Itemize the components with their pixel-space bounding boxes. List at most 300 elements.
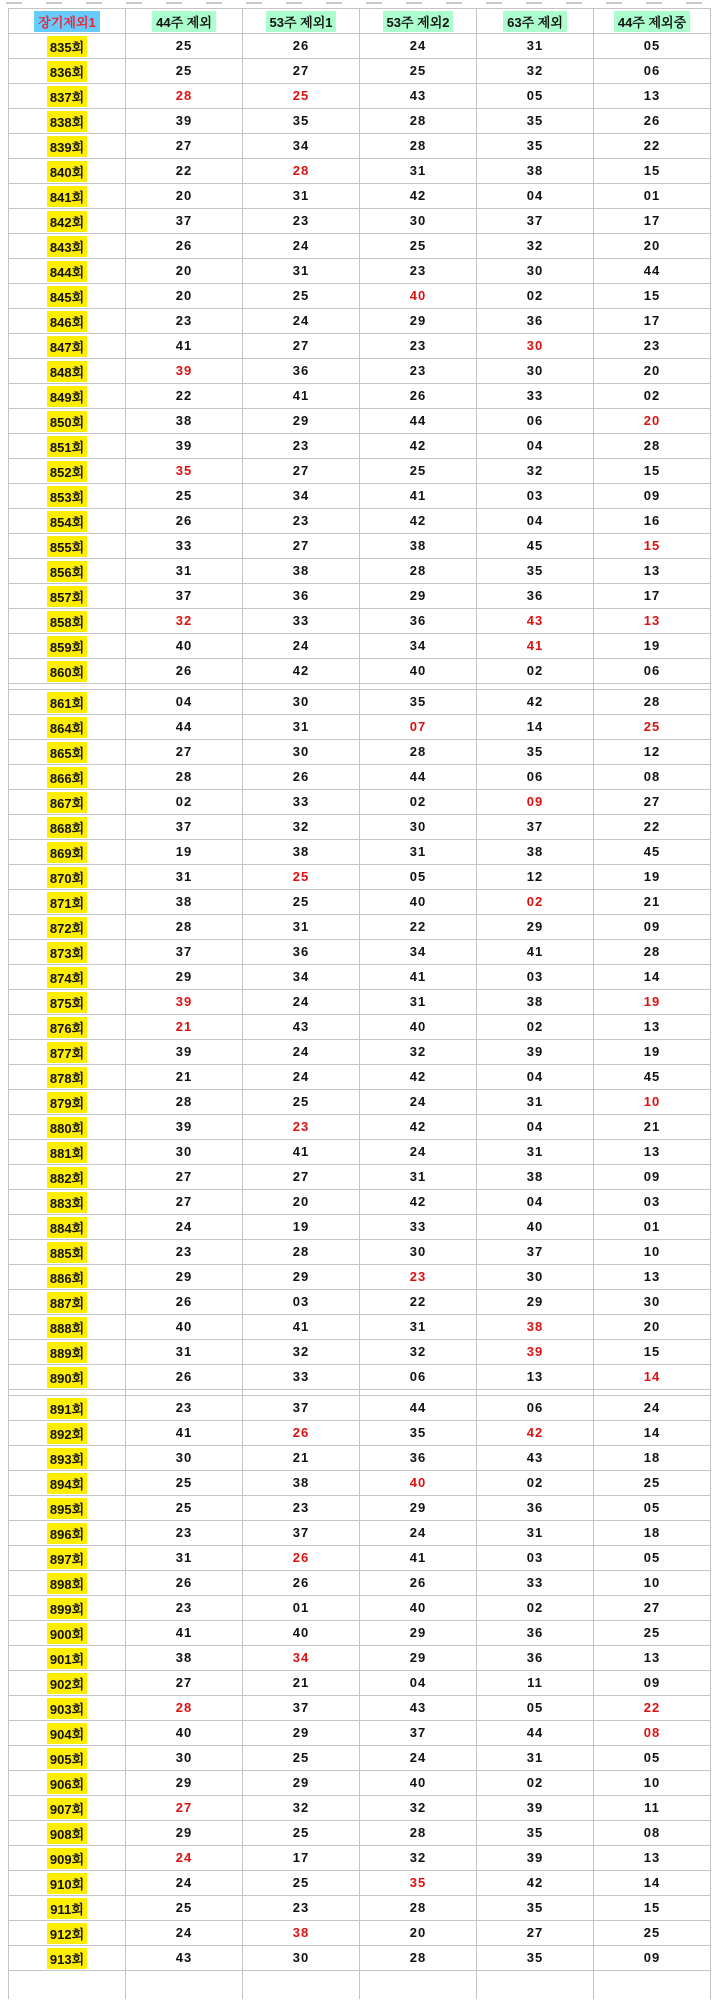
excluded-number: 40 [175,1725,193,1740]
excluded-number: 21 [643,894,661,909]
value-cell [360,865,477,890]
excluded-number: 31 [292,919,310,934]
excluded-number: 41 [292,1319,310,1334]
value-cell [243,1015,360,1040]
value-cell [360,1340,477,1365]
value-cell [360,209,477,234]
round-label-cell [9,1265,126,1290]
value-cell [243,1471,360,1496]
value-cell [594,584,711,609]
excluded-number: 26 [175,1369,193,1384]
excluded-number: 21 [643,1119,661,1134]
value-cell [477,1265,594,1290]
round-label: 905회 [47,1748,87,1769]
value-cell [594,1571,711,1596]
column-header-53wk-exclusion2: 53주 제외2 [383,11,454,32]
excluded-number: 36 [526,313,544,328]
value-cell [477,890,594,915]
value-cell [126,1340,243,1365]
value-cell [126,134,243,159]
excluded-number: 05 [526,88,544,103]
excluded-number: 31 [409,1319,427,1334]
table-row [9,1340,711,1365]
round-label: 909회 [47,1848,87,1869]
value-cell [126,1115,243,1140]
value-cell [243,1521,360,1546]
excluded-number: 24 [643,1400,661,1415]
round-label: 881회 [47,1142,87,1163]
value-cell [126,1140,243,1165]
round-label: 859회 [47,636,87,657]
value-cell [243,1546,360,1571]
cropped-row-remnant [6,2,710,4]
excluded-number: 41 [292,1144,310,1159]
excluded-number: 39 [526,1850,544,1865]
value-cell [126,815,243,840]
table-row [9,359,711,384]
excluded-number-highlighted: 24 [175,1850,193,1865]
value-cell [477,1521,594,1546]
excluded-number: 20 [643,238,661,253]
excluded-number: 02 [526,1775,544,1790]
excluded-number: 27 [292,1169,310,1184]
value-cell [477,584,594,609]
excluded-number: 24 [175,1925,193,1940]
excluded-number: 23 [175,313,193,328]
table-row [9,840,711,865]
excluded-number: 02 [526,1475,544,1490]
empty-cell [360,1971,477,2000]
value-cell [126,84,243,109]
round-label: 853회 [47,486,87,507]
excluded-number: 44 [409,413,427,428]
value-cell [126,584,243,609]
excluded-number: 36 [292,363,310,378]
excluded-number: 14 [526,719,544,734]
excluded-number: 25 [643,1625,661,1640]
excluded-number: 25 [175,1475,193,1490]
excluded-number: 33 [175,538,193,553]
excluded-number: 26 [409,1575,427,1590]
round-label-cell [9,1746,126,1771]
excluded-number: 28 [409,138,427,153]
table-row [9,34,711,59]
round-label: 904회 [47,1723,87,1744]
excluded-number: 28 [409,744,427,759]
table-row [9,509,711,534]
excluded-number: 31 [175,1550,193,1565]
value-cell [477,915,594,940]
value-cell [477,609,594,634]
value-cell [126,509,243,534]
excluded-number: 20 [292,1194,310,1209]
value-cell [243,940,360,965]
excluded-number: 36 [526,1625,544,1640]
round-label: 868회 [47,817,87,838]
table-row [9,659,711,684]
value-cell [243,259,360,284]
table-row [9,1546,711,1571]
round-label: 844회 [47,261,87,282]
value-cell [477,815,594,840]
excluded-number-highlighted: 30 [526,338,544,353]
value-cell [594,534,711,559]
value-cell [243,1921,360,1946]
value-cell [243,634,360,659]
round-label: 882회 [47,1167,87,1188]
round-label: 852회 [47,461,87,482]
excluded-number: 02 [175,794,193,809]
excluded-number: 29 [526,1294,544,1309]
round-label-cell [9,59,126,84]
value-cell [360,84,477,109]
excluded-number: 35 [526,744,544,759]
value-cell [243,815,360,840]
value-cell [594,1190,711,1215]
round-label-cell [9,715,126,740]
excluded-number: 43 [175,1950,193,1965]
excluded-number: 25 [175,488,193,503]
value-cell [243,184,360,209]
excluded-number-highlighted: 22 [643,1700,661,1715]
table-row [9,815,711,840]
excluded-number: 22 [643,138,661,153]
excluded-number: 05 [643,1550,661,1565]
header-cell-5 [594,9,711,34]
excluded-number: 27 [175,1675,193,1690]
table-row [9,1015,711,1040]
excluded-number-highlighted: 35 [175,463,193,478]
excluded-number: 40 [175,638,193,653]
value-cell [360,1365,477,1390]
round-label: 903회 [47,1698,87,1719]
excluded-number: 23 [409,338,427,353]
value-cell [477,1446,594,1471]
table-row [9,1165,711,1190]
value-cell [594,1140,711,1165]
excluded-number: 45 [643,1069,661,1084]
excluded-number: 22 [175,163,193,178]
table-row [9,1040,711,1065]
excluded-number: 23 [292,438,310,453]
round-label: 839회 [47,136,87,157]
excluded-number: 27 [175,1194,193,1209]
value-cell [243,740,360,765]
excluded-number-highlighted: 42 [526,1425,544,1440]
table-row [9,915,711,940]
value-cell [243,234,360,259]
round-label-cell [9,1521,126,1546]
header-cell-1 [126,9,243,34]
excluded-number: 24 [409,38,427,53]
excluded-number: 05 [643,1750,661,1765]
value-cell [477,1215,594,1240]
value-cell [243,1771,360,1796]
excluded-number: 14 [643,1425,661,1440]
value-cell [360,409,477,434]
value-cell [477,1140,594,1165]
excluded-number-highlighted: 15 [643,538,661,553]
value-cell [360,434,477,459]
value-cell [594,865,711,890]
excluded-number: 20 [175,188,193,203]
round-label: 897회 [47,1548,87,1569]
value-cell [360,309,477,334]
excluded-number: 34 [409,638,427,653]
table-row [9,334,711,359]
value-cell [126,1496,243,1521]
round-label: 912회 [47,1923,87,1944]
value-cell [243,1746,360,1771]
round-label-cell [9,559,126,584]
excluded-number: 25 [175,1900,193,1915]
excluded-number: 27 [175,744,193,759]
value-cell [477,459,594,484]
excluded-number: 35 [526,138,544,153]
excluded-number: 27 [175,1169,193,1184]
excluded-number-highlighted: 26 [292,1550,310,1565]
excluded-number: 17 [292,1850,310,1865]
value-cell [243,384,360,409]
value-cell [594,1896,711,1921]
table-row [9,715,711,740]
round-label-cell [9,1921,126,1946]
value-cell [360,184,477,209]
value-cell [594,459,711,484]
value-cell [594,715,711,740]
table-row [9,765,711,790]
table-row [9,1115,711,1140]
value-cell [243,334,360,359]
value-cell [126,59,243,84]
value-cell [126,1315,243,1340]
value-cell [360,1871,477,1896]
round-label-cell [9,209,126,234]
value-cell [360,1115,477,1140]
value-cell [243,715,360,740]
excluded-number: 32 [292,1800,310,1815]
excluded-number: 02 [526,663,544,678]
table-row [9,1315,711,1340]
value-cell [594,1721,711,1746]
value-cell [360,940,477,965]
value-cell [243,509,360,534]
value-cell [360,1646,477,1671]
table-row [9,559,711,584]
value-cell [360,284,477,309]
round-label-cell [9,584,126,609]
excluded-number: 24 [292,313,310,328]
value-cell [243,309,360,334]
value-cell [360,1265,477,1290]
round-label-cell [9,434,126,459]
round-label-cell [9,1015,126,1040]
excluded-number: 40 [409,1019,427,1034]
excluded-number: 41 [526,944,544,959]
round-label: 858회 [47,611,87,632]
table-row [9,459,711,484]
round-label-cell [9,1671,126,1696]
excluded-number: 22 [409,1294,427,1309]
excluded-number: 29 [409,1625,427,1640]
round-label-cell [9,1290,126,1315]
value-cell [126,1065,243,1090]
empty-cell [126,1971,243,2000]
excluded-number: 28 [175,919,193,934]
table-row [9,1471,711,1496]
value-cell [360,59,477,84]
excluded-number: 44 [526,1725,544,1740]
table-row [9,940,711,965]
value-cell [243,990,360,1015]
value-cell [126,1896,243,1921]
table-row [9,634,711,659]
value-cell [243,690,360,715]
value-cell [477,1365,594,1390]
excluded-number: 13 [643,1269,661,1284]
round-label: 835회 [47,36,87,57]
table-row [9,1621,711,1646]
round-label-cell [9,1315,126,1340]
round-label-cell [9,384,126,409]
excluded-number: 38 [409,538,427,553]
value-cell [594,1821,711,1846]
excluded-number: 09 [643,1950,661,1965]
value-cell [126,1771,243,1796]
value-cell [477,659,594,684]
value-cell [594,509,711,534]
excluded-number: 29 [409,313,427,328]
excluded-number: 08 [643,1825,661,1840]
value-cell [243,1421,360,1446]
excluded-number: 41 [175,1625,193,1640]
round-label-cell [9,1340,126,1365]
excluded-number: 35 [409,694,427,709]
value-cell [594,740,711,765]
excluded-number: 05 [526,1700,544,1715]
value-cell [243,534,360,559]
excluded-number: 04 [526,1069,544,1084]
excluded-number: 27 [643,1600,661,1615]
excluded-number: 04 [409,1675,427,1690]
excluded-number: 31 [526,1094,544,1109]
excluded-number: 31 [409,1169,427,1184]
excluded-number: 14 [643,969,661,984]
value-cell [360,1721,477,1746]
value-cell [360,234,477,259]
excluded-number: 44 [643,263,661,278]
excluded-number-highlighted: 40 [409,1475,427,1490]
excluded-number: 20 [409,1925,427,1940]
round-label: 861회 [47,692,87,713]
excluded-number: 45 [643,844,661,859]
value-cell [360,1796,477,1821]
value-cell [126,359,243,384]
excluded-number-highlighted: 14 [643,1369,661,1384]
excluded-number: 10 [643,1775,661,1790]
excluded-number: 16 [643,513,661,528]
round-label-cell [9,1365,126,1390]
excluded-number: 23 [175,1600,193,1615]
excluded-number: 17 [643,588,661,603]
excluded-number: 36 [292,588,310,603]
table-row [9,1090,711,1115]
excluded-number: 32 [526,463,544,478]
value-cell [243,1946,360,1971]
value-cell [477,359,594,384]
excluded-number: 23 [409,363,427,378]
column-header-longterm-exclusion: 장기제외1 [34,11,99,32]
excluded-number: 30 [643,1294,661,1309]
value-cell [243,1671,360,1696]
value-cell [360,1015,477,1040]
excluded-number: 45 [526,538,544,553]
excluded-number: 23 [292,513,310,528]
table-row [9,1596,711,1621]
table-row [9,409,711,434]
excluded-number: 25 [175,1500,193,1515]
value-cell [360,384,477,409]
excluded-number: 25 [643,1475,661,1490]
excluded-number: 24 [409,1750,427,1765]
excluded-number: 39 [526,1044,544,1059]
excluded-number: 03 [526,969,544,984]
value-cell [360,634,477,659]
round-label-cell [9,1696,126,1721]
value-cell [360,1290,477,1315]
value-cell [126,1696,243,1721]
table-row [9,1821,711,1846]
value-cell [126,1190,243,1215]
excluded-number-highlighted: 20 [643,413,661,428]
value-cell [243,965,360,990]
value-cell [360,1896,477,1921]
table-row [9,1871,711,1896]
value-cell [126,990,243,1015]
excluded-number: 29 [175,969,193,984]
excluded-number: 13 [643,1850,661,1865]
excluded-number: 30 [409,819,427,834]
excluded-number: 24 [409,1525,427,1540]
value-cell [126,1165,243,1190]
excluded-number: 15 [643,288,661,303]
value-cell [594,1340,711,1365]
excluded-number: 06 [526,413,544,428]
value-cell [243,1040,360,1065]
excluded-number: 34 [292,969,310,984]
value-cell [477,1846,594,1871]
value-cell [360,1846,477,1871]
excluded-number: 02 [526,288,544,303]
excluded-number: 29 [409,1500,427,1515]
excluded-number: 42 [526,1875,544,1890]
excluded-number: 15 [643,163,661,178]
round-label-cell [9,1871,126,1896]
round-label-cell [9,1396,126,1421]
value-cell [126,434,243,459]
excluded-number: 42 [409,438,427,453]
excluded-number: 15 [643,1344,661,1359]
excluded-number: 36 [526,1500,544,1515]
excluded-number: 40 [409,894,427,909]
excluded-number: 29 [175,1825,193,1840]
table-row [9,1846,711,1871]
value-cell [594,134,711,159]
round-label: 836회 [47,61,87,82]
column-header-53wk-exclusion1: 53주 제외1 [266,11,337,32]
table-row [9,384,711,409]
excluded-number: 36 [409,1450,427,1465]
